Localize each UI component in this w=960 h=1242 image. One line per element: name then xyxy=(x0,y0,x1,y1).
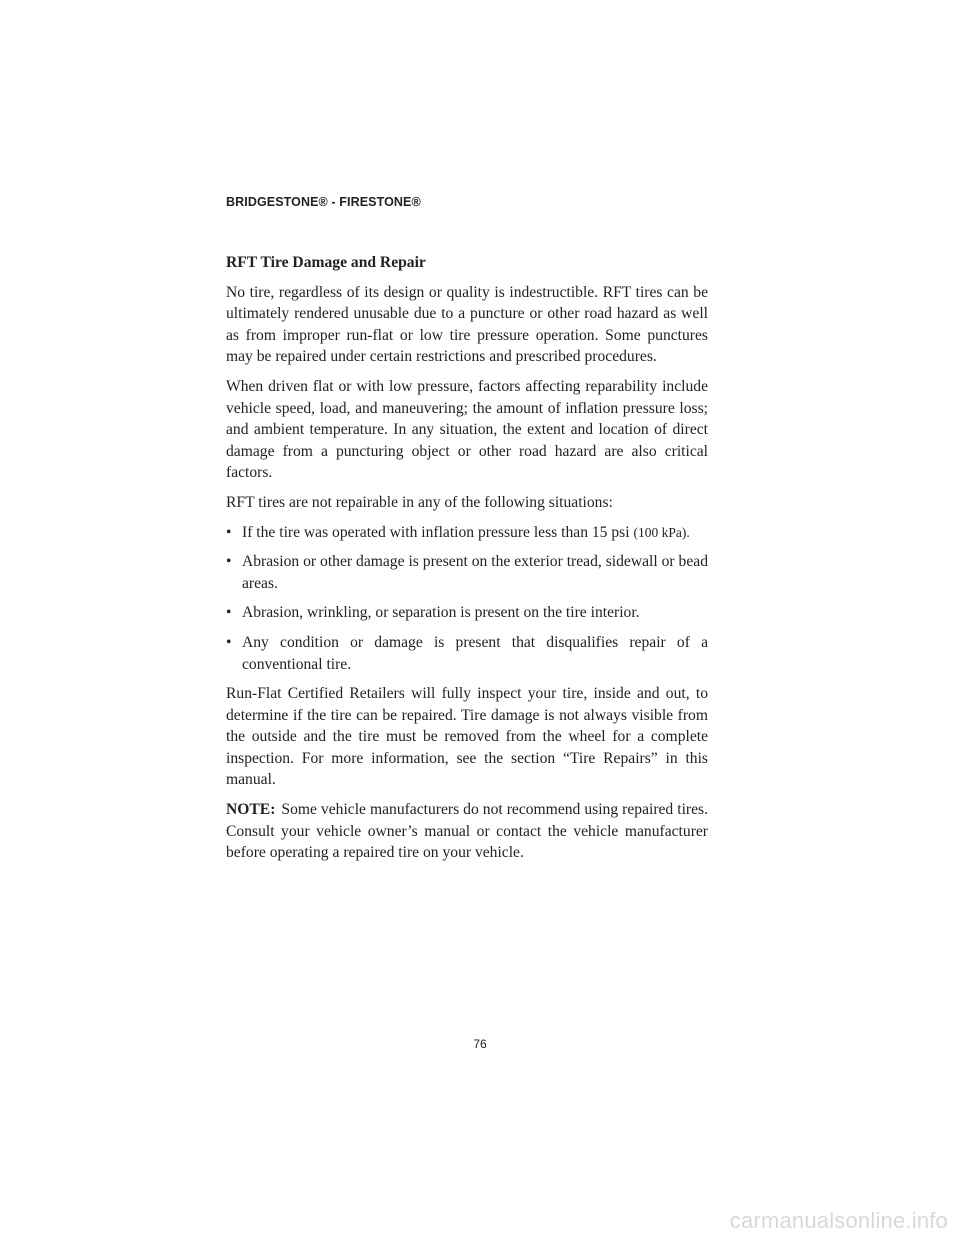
document-body xyxy=(226,252,708,872)
list-item xyxy=(226,551,708,594)
paragraph-inspection: Run-Flat Certified Retailers will fully inspect your tire, inside and out, to determine if the tire can be repaired. Tire damage is not always visible from the outside and the tire must be removed from the wheel for a complete inspection. For more information, see the section “Tire Repairs” in this manual. xyxy=(226,685,708,789)
watermark: carmanualsonline.info xyxy=(729,1208,948,1233)
list-item-text: Abrasion or other damage is present on the exterior tread, sidewall or bead areas. xyxy=(242,553,708,592)
bullet-icon: • xyxy=(226,633,232,651)
bullet-icon: • xyxy=(226,523,232,541)
running-header: BRIDGESTONE® - FIRESTONE® xyxy=(226,195,421,209)
bullet-icon: • xyxy=(226,604,232,622)
note-label: NOTE: xyxy=(226,801,276,819)
page-number: 76 xyxy=(473,1037,487,1051)
list-item-text: Abrasion, wrinkling, or separation is present on the tire interior. xyxy=(242,604,640,622)
list-item-text: Any condition or damage is present that disqualifies repair of a conventional tire. xyxy=(242,633,708,673)
paragraph-factors: When driven flat or with low pressure, factors affecting reparability include vehicle speed, load, and maneuvering; the amount of inflation pressure loss; and ambient temperature. In any situation, the extent and location of direct damage from a puncturing object or other road hazard are also critical factors. xyxy=(226,377,708,482)
note-text: Some vehicle manufacturers do not recommend using repaired tires. Consult your vehicle owner’s manual or contact the vehicle manufacturer before operating a repaired tire on your vehicle. xyxy=(226,801,708,862)
paragraph-not-repairable: RFT tires are not repairable in any of the following situations: xyxy=(226,493,613,511)
list-item-unit: (100 kPa). xyxy=(633,524,690,540)
paragraph-intro: No tire, regardless of its design or quality is indestructible. RFT tires can be ultimately rendered unusable due to a puncture or other road hazard as well as from improper run-flat or low tire pressure operation. Some punctures may be repaired under certain restrictions and prescribed procedures. xyxy=(226,283,708,366)
list-item xyxy=(226,522,708,544)
bullet-icon: • xyxy=(226,553,232,571)
not-repairable-list xyxy=(226,522,708,676)
note-paragraph xyxy=(226,799,708,864)
list-item xyxy=(226,632,708,675)
list-item xyxy=(226,602,708,624)
list-item-text: If the tire was operated with inflation pressure less than 15 psi xyxy=(242,523,630,541)
section-title: RFT Tire Damage and Repair xyxy=(226,254,426,271)
